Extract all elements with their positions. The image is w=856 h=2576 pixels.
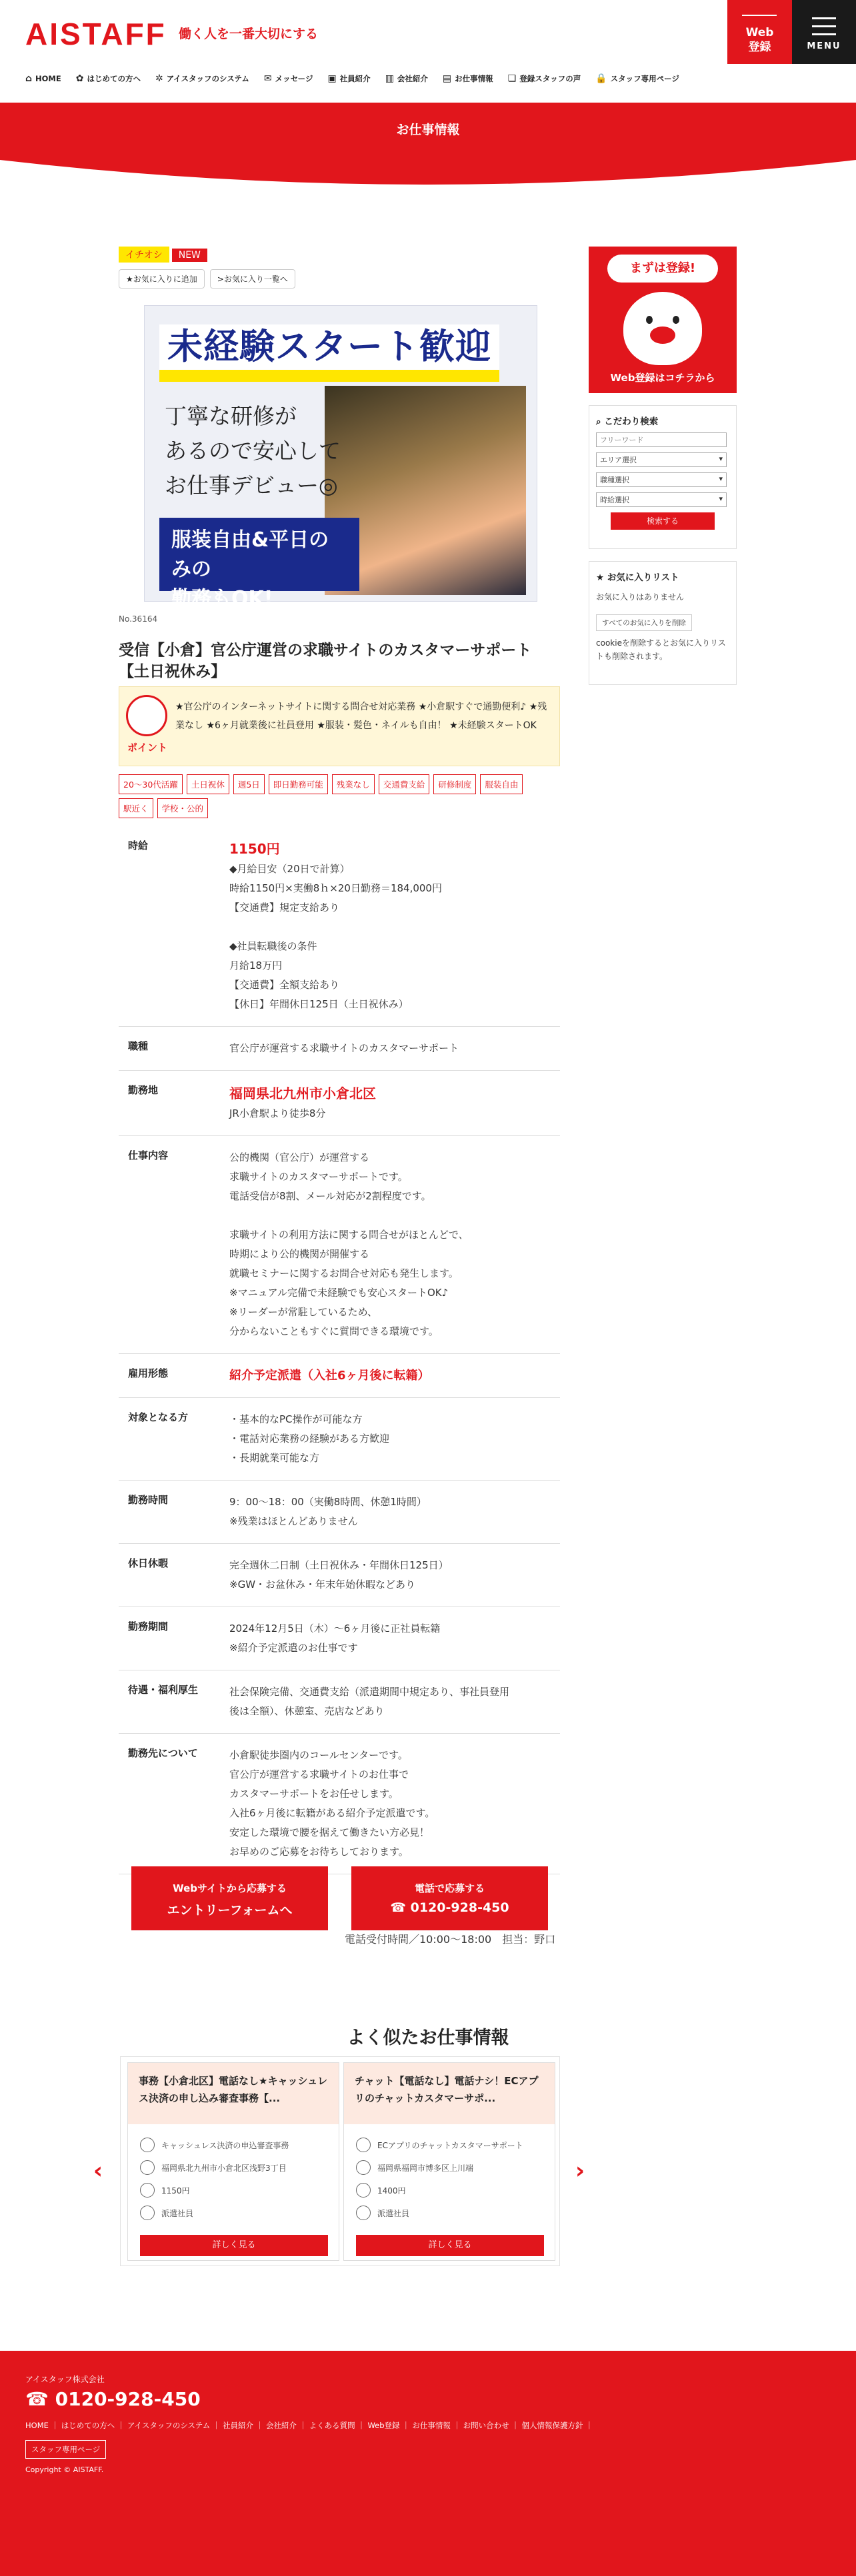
nav-item-label: スタッフ専用ページ [610,74,679,83]
detail-label: 対象となる方 [128,1411,189,1423]
bear-eye [673,316,679,324]
search-title [596,414,729,427]
phone-icon: ☎ [25,2388,55,2410]
similar-job-info [356,2138,523,2152]
detail-line: 後は全額）、休憩室、売店などあり [229,1705,385,1717]
nav-item-label: HOME [35,74,61,83]
apply-buttons [131,1866,550,1930]
copyright: Copyright © AISTAFF. [25,2465,104,2474]
detail-line: 電話受信が8割、メール対応が2割程度です。 [229,1190,431,1202]
feature-chips [119,774,560,818]
similar-job-title[interactable]: チャット【電話なし】電話ナシ！ECアプリのチャットカスタマーサポ... [344,2063,555,2124]
detail-line: カスタマーサポートをお任せします。 [229,1788,399,1800]
staff-intro-icon: ▣ [327,73,337,84]
detail-value [229,1148,560,1341]
detail-line [229,1206,560,1225]
detail-value [229,1556,560,1595]
detail-label: 勤務先について [128,1747,198,1759]
detail-line: 月給18万円 [229,960,283,971]
detail-line: 安定した環境で腰を据えて働きたい方必見！ [229,1826,430,1838]
detail-line: お早めのご応募をお待ちしております。 [229,1846,409,1858]
web-register-button[interactable] [727,0,792,64]
person-icon [356,2206,371,2220]
nav-item-label: メッセージ [275,74,313,83]
footer-tel-number[interactable]: 0120-928-450 [55,2388,201,2410]
hero-callout-line: 服装自由&平日のみの [171,528,329,581]
detail-line: ※GW・お盆休み・年末年始休暇などあり [229,1579,416,1591]
search-button[interactable]: 検索する [611,512,715,530]
detail-line: ※マニュアル完備で未経験でも安心スタートOK♪ [229,1287,449,1299]
person-icon [140,2206,155,2220]
detail-row [119,1607,560,1670]
detail-row [119,1071,560,1136]
delete-all-favorites-button[interactable]: すべてのお気に入りを削除 [596,614,692,631]
detail-line: ※紹介予定派遣のお仕事です [229,1642,358,1654]
similar-job-info-text: 福岡県福岡市博多区上川端 [377,2163,474,2173]
bear-mascot-icon [623,292,702,365]
detail-value [229,1493,560,1531]
similar-job-info [356,2206,409,2220]
hero-headline: 未経験スタート歓迎 [159,324,499,382]
detail-label: 待遇・福利厚生 [128,1684,199,1696]
detail-row [119,1670,560,1734]
area-select[interactable]: エリア選択 ▾ [596,452,727,467]
similar-job-info [356,2160,473,2175]
job-title: 受信【小倉】官公庁運営の求職サイトのカスタマーサポート【土日祝休み】 [119,642,532,680]
detail-value [229,1619,560,1658]
detail-line: 完全週休二日制（土日祝休み・年間休日125日） [229,1559,449,1571]
nav-item-label: 登録スタッフの声 [519,74,581,83]
detail-emphasis: 紹介予定派遣（入社6ヶ月後に転籍） [229,1369,430,1383]
hero-sub-line: お仕事デビュー◎ [165,472,338,498]
detail-label: 勤務地 [128,1084,159,1096]
menu-button[interactable] [792,0,856,64]
logo[interactable]: AISTAFF [25,17,167,51]
hero-callout [159,518,359,610]
similar-job-info [140,2183,190,2198]
global-nav [25,71,679,87]
phone-icon: ☎ [390,1900,411,1915]
feature-chip: 駅近く [119,798,153,818]
title-band [0,103,856,196]
building-icon [356,2138,371,2152]
apply-tel-button[interactable] [351,1866,548,1930]
detail-label: 休日休暇 [128,1557,169,1569]
similar-job-info [140,2160,287,2175]
apply-web-button[interactable] [131,1866,328,1930]
feature-chip: 残業なし [332,774,375,794]
similar-job-info-text: 派遣社員 [161,2208,194,2218]
similar-jobs-carousel [120,2056,560,2266]
hero-sub-line: あるので安心して [165,438,341,464]
apply-web-label: Webサイトから応募する [173,1882,287,1894]
detail-value [229,1682,560,1721]
detail-line: 就職セミナーに関するお問合せ対応も発生します。 [229,1267,459,1279]
detail-row [119,1734,560,1874]
hamburger-icon [812,17,836,19]
detail-label: 雇用形態 [128,1367,169,1379]
arrow-icon [742,15,777,16]
detail-line: 2024年12月5日（木）～6ヶ月後に正社員転籍 [229,1622,441,1634]
carousel-next-icon[interactable]: › [575,2158,585,2184]
nav-item[interactable] [508,73,581,84]
banner-caption: Web登録はコチラから [610,372,715,384]
similar-job-info-text: ECアプリのチャットカスタマーサポート [377,2140,523,2150]
similar-job-info-text: キャッシュレス決済の申込審査事務 [161,2140,289,2150]
nav-item[interactable] [385,73,428,84]
detail-line: 【交通費】全額支給あり [229,979,340,991]
job-detail-table [119,826,560,1874]
detail-line: ・電話対応業務の経験がある方歓迎 [229,1433,390,1445]
detail-line: 9：00～18：00（実働8時間、休憩1時間） [229,1496,427,1508]
staff-page-button[interactable]: スタッフ専用ページ [25,2440,106,2459]
detail-line: 時給1150円×実働8ｈ×20日勤務＝184,000円 [229,882,442,894]
detail-row [119,1544,560,1607]
bear-eye [646,316,653,324]
detail-row [119,826,560,1027]
tag-new: NEW [172,249,207,262]
detail-value [229,838,560,1014]
voice-icon: ❏ [507,73,517,84]
favorite-box [589,561,737,685]
similar-job-card[interactable] [343,2062,555,2261]
detail-value [229,1746,560,1862]
similar-job-info [356,2183,406,2198]
tel-number: 0120-928-450 [410,1900,509,1915]
nav-item-label: お仕事情報 [455,74,493,83]
detail-highlight: 福岡県北九州市小倉北区 [229,1085,376,1101]
detail-line: ◆社員転職後の条件 [229,940,317,952]
detail-line: 時期により公的機関が開催する [229,1248,370,1260]
wage-select[interactable]: 時給選択 ▾ [596,492,727,507]
detail-line: ◆月給目安（20日で計算） [229,863,350,875]
briefcase-icon: ▤ [442,73,452,84]
detail-row [119,1481,560,1544]
detail-line: 求職サイトの利用方法に関する問合せがほとんどで、 [229,1229,469,1241]
hamburger-icon-bar [812,33,836,35]
job-type-select[interactable]: 職種選択 ▾ [596,472,727,487]
bear-mascot-icon [126,695,167,736]
detail-label: 時給 [128,840,149,852]
detail-line: 社会保険完備、交通費支給（派遣期間中規定あり、事社員登用 [229,1686,510,1698]
feature-chip: 週5日 [233,774,265,794]
web-register-label-2: 登録 [748,41,771,54]
yen-icon [356,2183,371,2198]
nav-item-label: 社員紹介 [339,74,371,83]
keyword-input[interactable] [596,432,727,447]
similar-job-card[interactable] [127,2062,339,2261]
detail-link-button[interactable]: 詳しく見る [140,2235,328,2256]
detail-label: 仕事内容 [128,1149,169,1161]
apply-web-sublabel: エントリーフォームへ [167,1903,293,1918]
nav-item-label: アイスタッフのシステム [166,74,249,83]
web-register-label-1: Web [745,26,774,39]
detail-value [229,1083,560,1123]
favorite-note: cookieを削除するとお気に入りリストも削除されます。 [596,638,726,661]
star-icon: ★ [596,572,607,583]
feature-chip: 研修制度 [433,774,476,794]
pin-icon [140,2160,155,2175]
favorite-list-link[interactable]: >お気に入り一覧へ [210,269,295,289]
hero-subtext [165,399,341,503]
detail-highlight: 1150円 [229,841,280,857]
web-register-banner[interactable] [589,247,737,393]
detail-line: 【休日】年間休日125日（土日祝休み） [229,998,409,1010]
detail-line: 求職サイトのカスタマーサポートです。 [229,1171,408,1183]
detail-value [229,1039,560,1058]
tagline: 働く人を一番大切にする [179,27,319,41]
apply-tel-number [351,1900,548,1915]
detail-line: JR小倉駅より徒歩8分 [229,1107,326,1119]
detail-line: 分からないこともすぐに質問できる環境です。 [229,1325,439,1337]
detail-label: 職種 [128,1040,149,1052]
similar-job-info-text: 福岡県北九州市小倉北区浅野3丁目 [161,2163,287,2173]
feature-chip: 即日勤務可能 [269,774,328,794]
tel-hours: 電話受付時間／10:00～18:00 担当：野口 [345,1933,556,1946]
feature-chip: 交通費支給 [379,774,430,794]
tag-recommended: イチオシ [119,247,169,263]
detail-row [119,1398,560,1481]
add-favorite-button[interactable]: ★お気に入りに追加 [119,269,205,289]
feature-chip: 学校・公的 [157,798,209,818]
detail-row [119,1136,560,1354]
nav-item[interactable] [76,73,141,84]
detail-line: 官公庁が運営する求職サイトのカスタマーサポート [229,1042,459,1054]
detail-line [229,918,560,937]
favorite-title-text: お気に入りリスト [607,572,679,583]
page-title: お仕事情報 [396,123,460,137]
search-icon: ⌕ [596,416,605,427]
nav-item-label: はじめての方へ [87,74,141,83]
feature-chip: 土日祝休 [187,774,229,794]
beginner-icon: ✿ [75,73,84,84]
detail-label: 勤務期間 [128,1620,169,1632]
lock-icon: 🔒 [595,73,607,84]
detail-line: 官公庁が運営する求職サイトのお仕事で [229,1768,409,1780]
detail-row [119,1354,560,1398]
favorite-title [596,570,729,583]
similar-job-info [140,2138,289,2152]
yen-icon [140,2183,155,2198]
footer-tel [25,2388,201,2410]
detail-link-button[interactable]: 詳しく見る [356,2235,544,2256]
job-tags [119,247,210,263]
menu-label: MENU [807,41,841,51]
footer-links[interactable]: HOME ｜ はじめての方へ ｜ アイスタッフのシステム ｜ 社員紹介 ｜ 会社紹介 ｜ よくある質問 ｜ Web登録 ｜ お仕事情報 ｜ お問い合わせ ｜ 個人情報保護方針 ｜ [25,2421,593,2430]
bear-nose [650,326,675,344]
gear-icon: ✲ [155,73,163,84]
point-box [119,686,560,766]
detail-line: 公的機関（官公庁）が運営する [229,1151,370,1163]
detail-line: 【交通費】規定支給あり [229,902,340,914]
job-hero-image [144,305,537,610]
message-icon: ✉ [263,73,272,84]
search-box [589,405,737,549]
point-text: ★官公庁のインターネットサイトに関する問合せ対応業務 ★小倉駅すぐで通勤便利♪ ★残業なし ★6ヶ月就業後に社員登用 ★服装・髪色・ネイルも自由！ ★未経験スタートOK [175,702,547,731]
nav-item-label: 会社紹介 [397,74,428,83]
favorite-empty: お気に入りはありません [596,592,685,602]
home-icon: ⌂ [25,73,33,84]
building-icon: ▥ [385,73,394,84]
search-title-text: こだわり検索 [604,416,659,427]
detail-value [229,1410,560,1468]
detail-row [119,1027,560,1071]
similar-job-info [140,2206,193,2220]
similar-job-info-text: 派遣社員 [377,2208,410,2218]
detail-line: ・長期就業可能な方 [229,1452,320,1464]
feature-chip: 20～30代活躍 [119,774,183,794]
carousel-prev-icon[interactable]: ‹ [93,2158,103,2184]
company-name: アイスタッフ株式会社 [25,2375,105,2384]
hero-sub-line: 丁寧な研修が [165,403,297,429]
nav-item[interactable] [25,73,61,84]
site-header [0,0,856,64]
detail-line: 小倉駅徒歩圏内のコールセンターです。 [229,1749,408,1761]
detail-label: 勤務時間 [128,1494,169,1506]
job-number: No.36164 [119,614,158,624]
footer [0,2351,856,2576]
nav-item[interactable] [443,73,493,84]
banner-bubble: まずは登録! [607,255,718,283]
similar-job-title[interactable]: 事務【小倉北区】電話なし★キャッシュレス決済の申し込み審査事務【... [128,2063,339,2124]
apply-tel-label: 電話で応募する [414,1882,485,1894]
nav-item[interactable] [155,73,249,84]
nav-item[interactable] [595,73,679,84]
detail-line: ※残業はほとんどありません [229,1515,358,1527]
detail-line: ※リーダーが常駐しているため、 [229,1306,377,1318]
detail-line: 入社6ヶ月後に転籍がある紹介予定派遣です。 [229,1807,435,1819]
pin-icon [356,2160,371,2175]
nav-item[interactable] [264,73,313,84]
similar-job-info-text: 1150円 [161,2186,190,2196]
similar-heading: よく似たお仕事情報 [347,2028,509,2048]
hamburger-icon-bar [812,25,836,27]
nav-item[interactable] [327,73,370,84]
detail-value [229,1366,560,1385]
point-label: ポイント [127,742,168,754]
similar-job-info-text: 1400円 [377,2186,406,2196]
building-icon [140,2138,155,2152]
hero-callout-line: 勤務もOK! [171,587,273,610]
detail-line: ・基本的なPC操作が可能な方 [229,1413,363,1425]
feature-chip: 服装自由 [480,774,523,794]
